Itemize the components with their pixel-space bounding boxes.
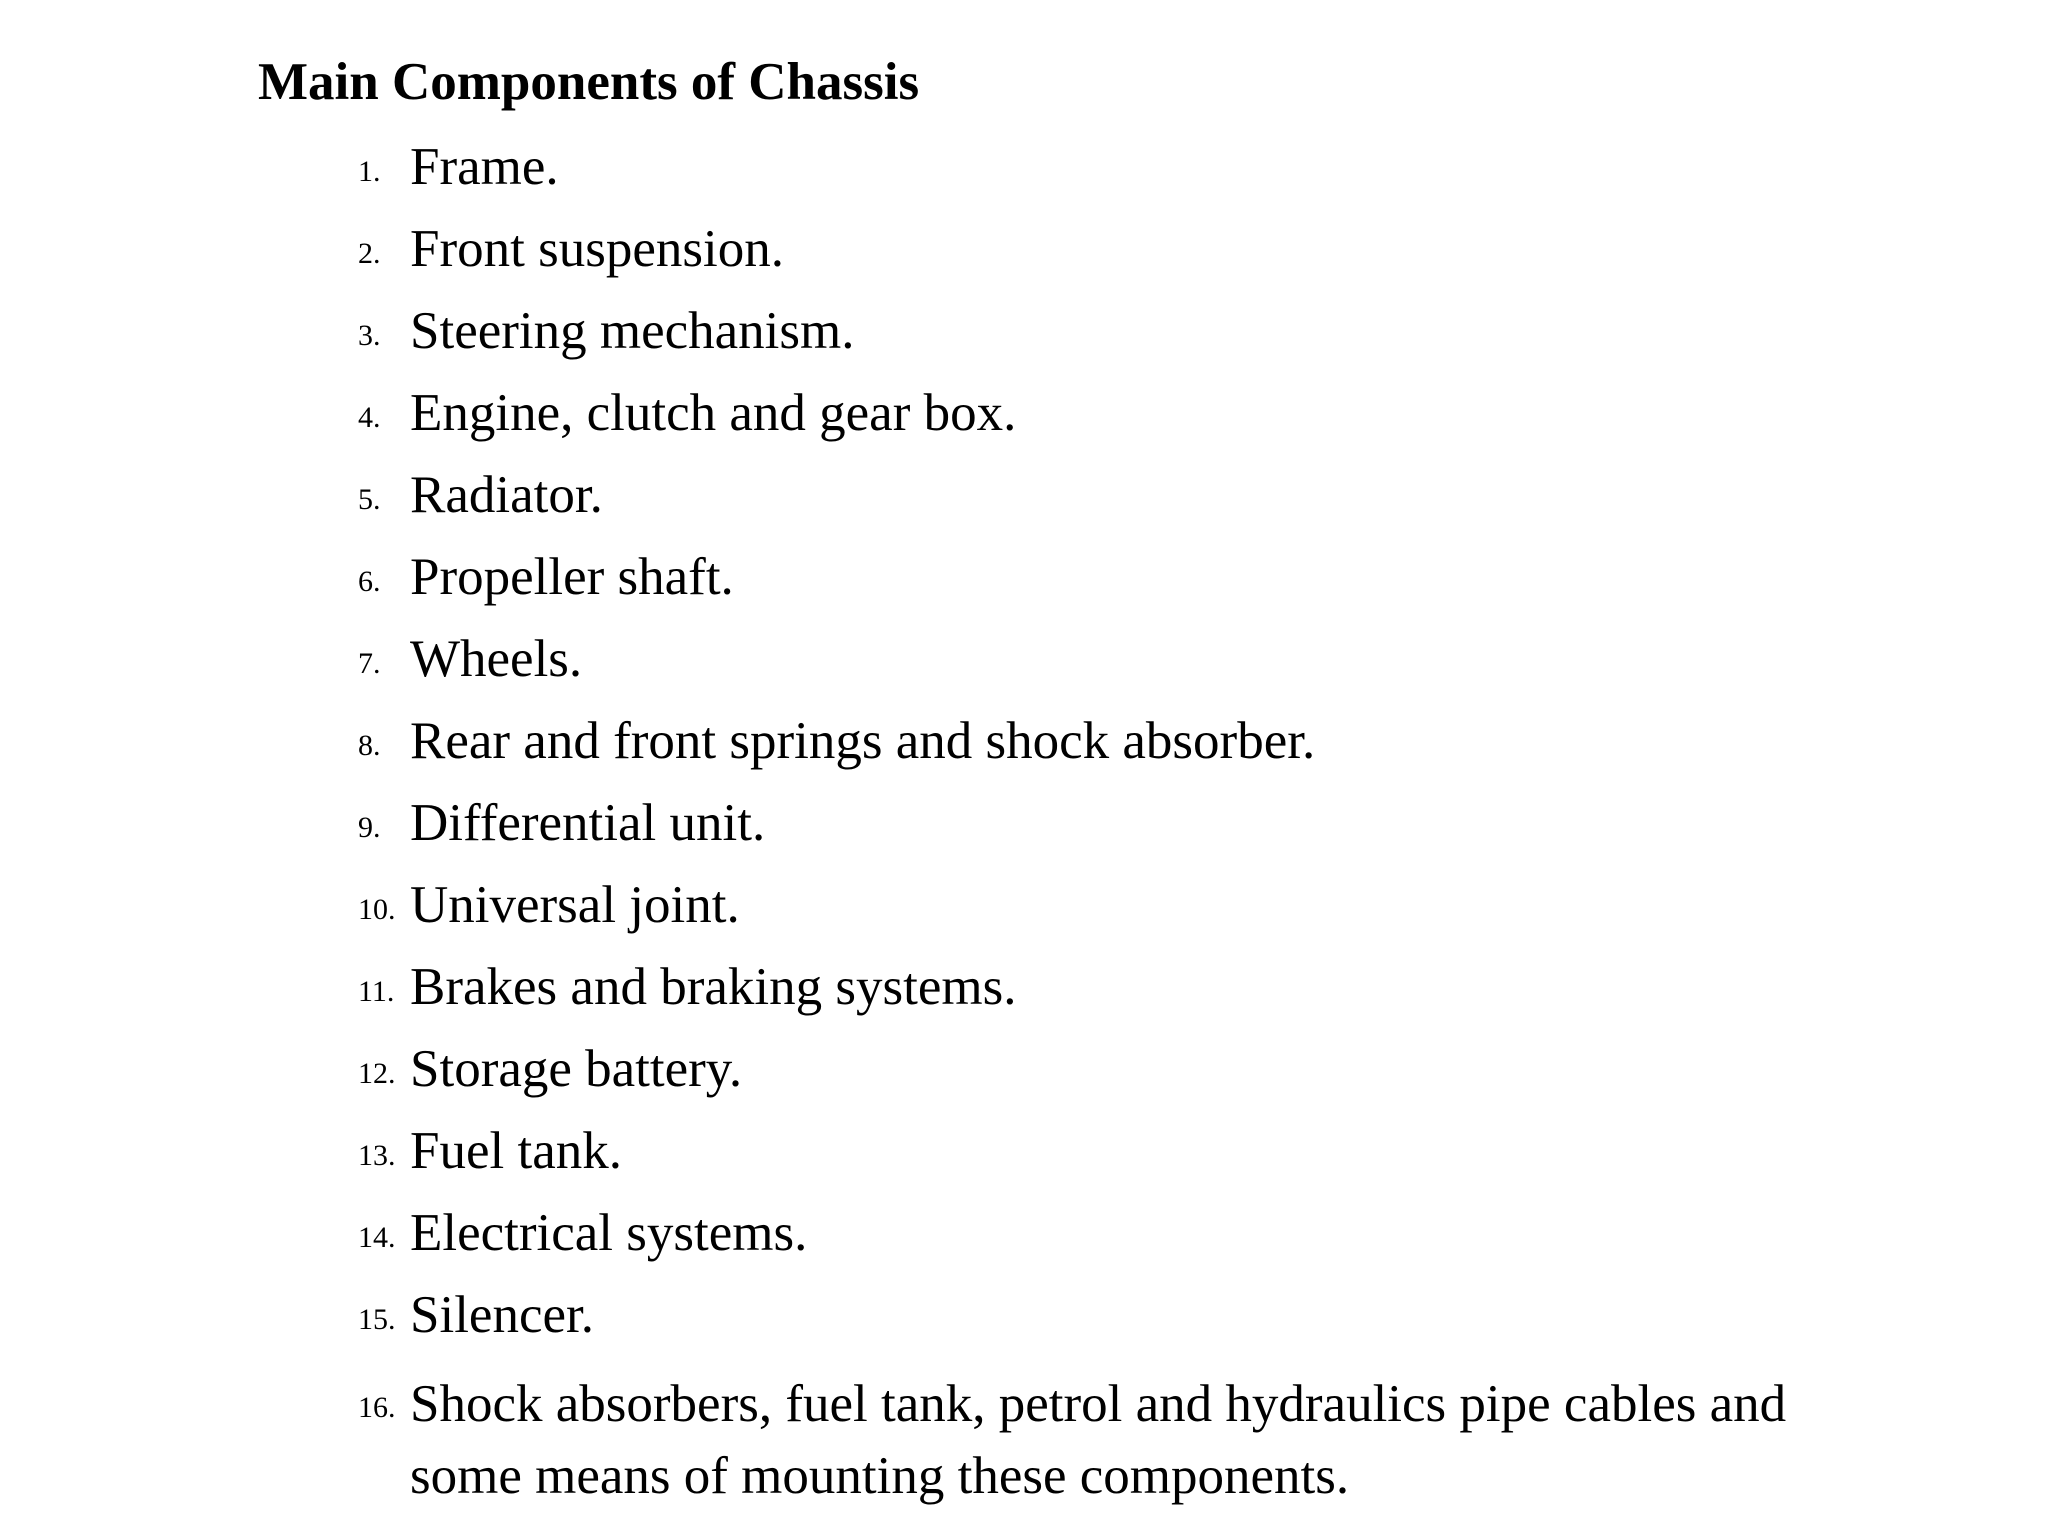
- list-item-text: Brakes and braking systems.: [410, 958, 1017, 1016]
- list-item-number: 5.: [358, 483, 381, 516]
- list-item-number: 1.: [358, 155, 381, 188]
- list-item-text: Radiator.: [410, 466, 603, 524]
- list-item-text: Engine, clutch and gear box.: [410, 384, 1017, 442]
- list-item: [0, 952, 2048, 1034]
- list-item: [0, 1362, 2048, 1506]
- list-item-number: 6.: [358, 565, 381, 598]
- components-list: [0, 132, 2048, 1506]
- list-item-text: Fuel tank.: [410, 1122, 622, 1180]
- list-item-text: Rear and front springs and shock absorber.: [410, 712, 1316, 770]
- list-item: [0, 378, 2048, 460]
- page-title: Main Components of Chassis: [258, 53, 920, 111]
- list-item: [0, 870, 2048, 952]
- list-item: [0, 1116, 2048, 1198]
- list-item: [0, 706, 2048, 788]
- list-item-text: Silencer.: [410, 1286, 594, 1344]
- list-item: [0, 1198, 2048, 1280]
- list-item-text: Storage battery.: [410, 1040, 743, 1098]
- list-item-number: 16.: [358, 1391, 396, 1424]
- list-item-number: 13.: [358, 1139, 396, 1172]
- list-item-number: 8.: [358, 729, 381, 762]
- list-item-text: Differential unit.: [410, 794, 766, 852]
- list-item-number: 2.: [358, 237, 381, 270]
- list-item: [0, 1034, 2048, 1116]
- list-item: [0, 296, 2048, 378]
- list-item-text: Steering mechanism.: [410, 302, 855, 360]
- list-item-number: 3.: [358, 319, 381, 352]
- list-item-number: 10.: [358, 893, 396, 926]
- list-item-number: 7.: [358, 647, 381, 680]
- list-item-text: Universal joint.: [410, 876, 740, 934]
- list-item-number: 12.: [358, 1057, 396, 1090]
- list-item-number: 14.: [358, 1221, 396, 1254]
- list-item-text: Wheels.: [410, 630, 583, 688]
- list-item: [0, 542, 2048, 624]
- list-item-text: Shock absorbers, fuel tank, petrol and hydraulics pipe cables and some means of mounting these components.: [410, 1375, 1787, 1505]
- list-item: [0, 788, 2048, 870]
- list-item-number: 11.: [358, 975, 395, 1008]
- list-item: [0, 1280, 2048, 1362]
- list-item-number: 15.: [358, 1303, 396, 1336]
- list-item: [0, 624, 2048, 706]
- list-item-text: Propeller shaft.: [410, 548, 734, 606]
- list-item-text: Frame.: [410, 138, 559, 196]
- list-item: [0, 460, 2048, 542]
- list-item-number: 9.: [358, 811, 381, 844]
- list-item-text: Front suspension.: [410, 220, 784, 278]
- list-item: [0, 132, 2048, 214]
- list-item: [0, 214, 2048, 296]
- list-item-number: 4.: [358, 401, 381, 434]
- list-item-text: Electrical systems.: [410, 1204, 808, 1262]
